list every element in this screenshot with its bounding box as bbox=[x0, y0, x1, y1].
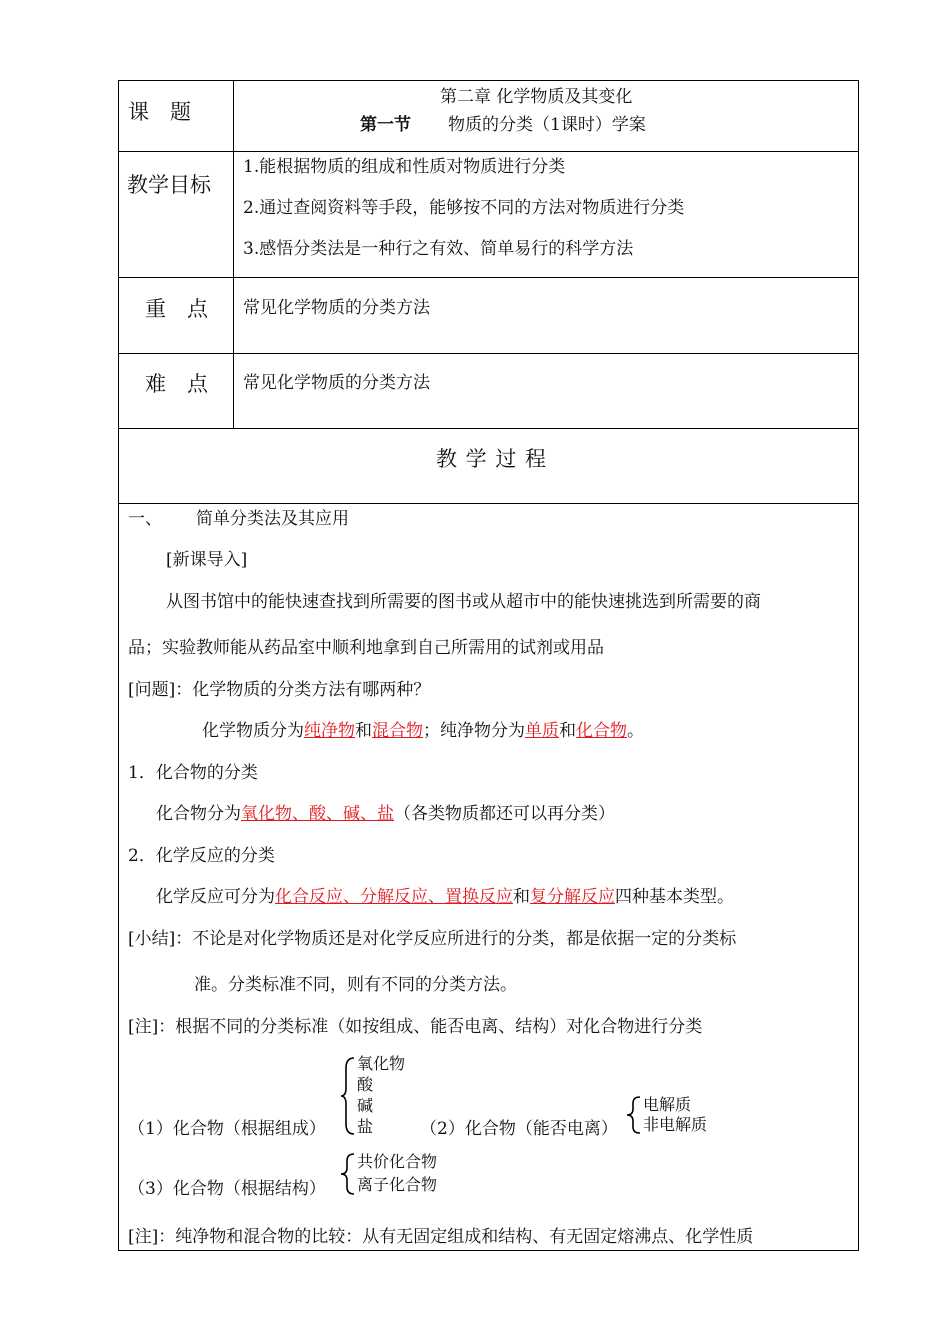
diagram-item: 盐 bbox=[357, 1117, 374, 1136]
objective-item: 2.通过查阅资料等手段，能够按不同的方法对物质进行分类 bbox=[243, 198, 685, 218]
note-text: [注]：纯净物和混合物的比较：从有无固定组成和结构、有无固定熔沸点、化学性质 bbox=[128, 1227, 754, 1247]
answer-blank: 分解反应 bbox=[360, 887, 428, 907]
diagram-label: （3）化合物（根据结构） bbox=[128, 1179, 326, 1199]
intro-tag: [新课导入] bbox=[166, 550, 248, 570]
subsection-heading: 2．化学反应的分类 bbox=[128, 846, 275, 866]
compound-line: 化合物分为氧化物、酸、碱、盐（各类物质都还可以再分类） bbox=[156, 804, 615, 824]
answer-blank: 化合物 bbox=[576, 721, 627, 741]
section-number: 第一节 bbox=[360, 115, 411, 135]
answer-blank: 化合反应 bbox=[275, 887, 343, 907]
diagram-item: 碱 bbox=[357, 1096, 374, 1115]
diagram-item: 离子化合物 bbox=[357, 1175, 438, 1194]
topic-label: 课 题 bbox=[128, 100, 191, 124]
brace-icon bbox=[340, 1152, 356, 1196]
objective-item: 1.能根据物质的组成和性质对物质进行分类 bbox=[243, 157, 566, 177]
diagram-item: 共价化合物 bbox=[357, 1152, 438, 1171]
key-point-text: 常见化学物质的分类方法 bbox=[243, 298, 430, 318]
answer-line: 化学物质分为纯净物和混合物；纯净物分为单质和化合物。 bbox=[202, 721, 644, 741]
objective-item: 3.感悟分类法是一种行之有效、简单易行的科学方法 bbox=[243, 239, 634, 259]
intro-paragraph: 从图书馆中的能快速查找到所需要的图书或从超市中的能快速挑选到所需要的商 bbox=[166, 592, 761, 612]
process-title: 教 学 过 程 bbox=[436, 447, 548, 471]
section-number: 一、 bbox=[128, 509, 162, 529]
diagram-label: （2）化合物（能否电离） bbox=[420, 1119, 618, 1139]
summary-text: [小结]：不论是对化学物质还是对化学反应所进行的分类，都是依据一定的分类标 bbox=[128, 929, 737, 949]
row-divider bbox=[118, 353, 859, 354]
subsection-heading: 1．化合物的分类 bbox=[128, 763, 258, 783]
diagram-item: 非电解质 bbox=[643, 1115, 708, 1134]
summary-text: 准。分类标准不同，则有不同的分类方法。 bbox=[194, 975, 517, 995]
brace-icon bbox=[626, 1095, 642, 1135]
key-point-label: 重 点 bbox=[145, 297, 208, 321]
answer-blank: 氧化物 bbox=[241, 804, 292, 824]
answer-blank: 碱 bbox=[343, 804, 360, 824]
column-divider bbox=[233, 80, 234, 428]
diagram-item: 酸 bbox=[357, 1075, 374, 1094]
section-title: 物质的分类（1课时）学案 bbox=[448, 115, 646, 135]
question-text: [问题]：化学物质的分类方法有哪两种？ bbox=[128, 680, 431, 700]
answer-blank: 混合物 bbox=[372, 721, 423, 741]
brace-icon bbox=[340, 1056, 356, 1136]
answer-blank: 盐 bbox=[377, 804, 394, 824]
answer-blank: 单质 bbox=[525, 721, 559, 741]
reaction-line: 化学反应可分为化合反应、分解反应、置换反应和复分解反应四种基本类型。 bbox=[156, 887, 734, 907]
difficult-point-text: 常见化学物质的分类方法 bbox=[243, 373, 430, 393]
difficult-point-label: 难 点 bbox=[145, 372, 208, 396]
row-divider bbox=[118, 277, 859, 278]
answer-blank: 置换反应 bbox=[445, 887, 513, 907]
answer-blank: 酸 bbox=[309, 804, 326, 824]
answer-blank: 纯净物 bbox=[304, 721, 355, 741]
diagram-label: （1）化合物（根据组成） bbox=[128, 1119, 326, 1139]
section-heading: 简单分类法及其应用 bbox=[196, 509, 349, 529]
row-divider bbox=[118, 503, 859, 504]
intro-paragraph: 品；实验教师能从药品室中顺利地拿到自己所需用的试剂或用品 bbox=[128, 638, 604, 658]
objectives-label: 教学目标 bbox=[127, 173, 211, 197]
diagram-item: 电解质 bbox=[643, 1095, 692, 1114]
note-text: [注]：根据不同的分类标准（如按组成、能否电离、结构）对化合物进行分类 bbox=[128, 1017, 703, 1037]
row-divider bbox=[118, 428, 859, 429]
chapter-title: 第二章 化学物质及其变化 bbox=[440, 87, 633, 107]
answer-blank: 复分解反应 bbox=[530, 887, 615, 907]
diagram-item: 氧化物 bbox=[357, 1054, 406, 1073]
row-divider bbox=[118, 151, 859, 152]
